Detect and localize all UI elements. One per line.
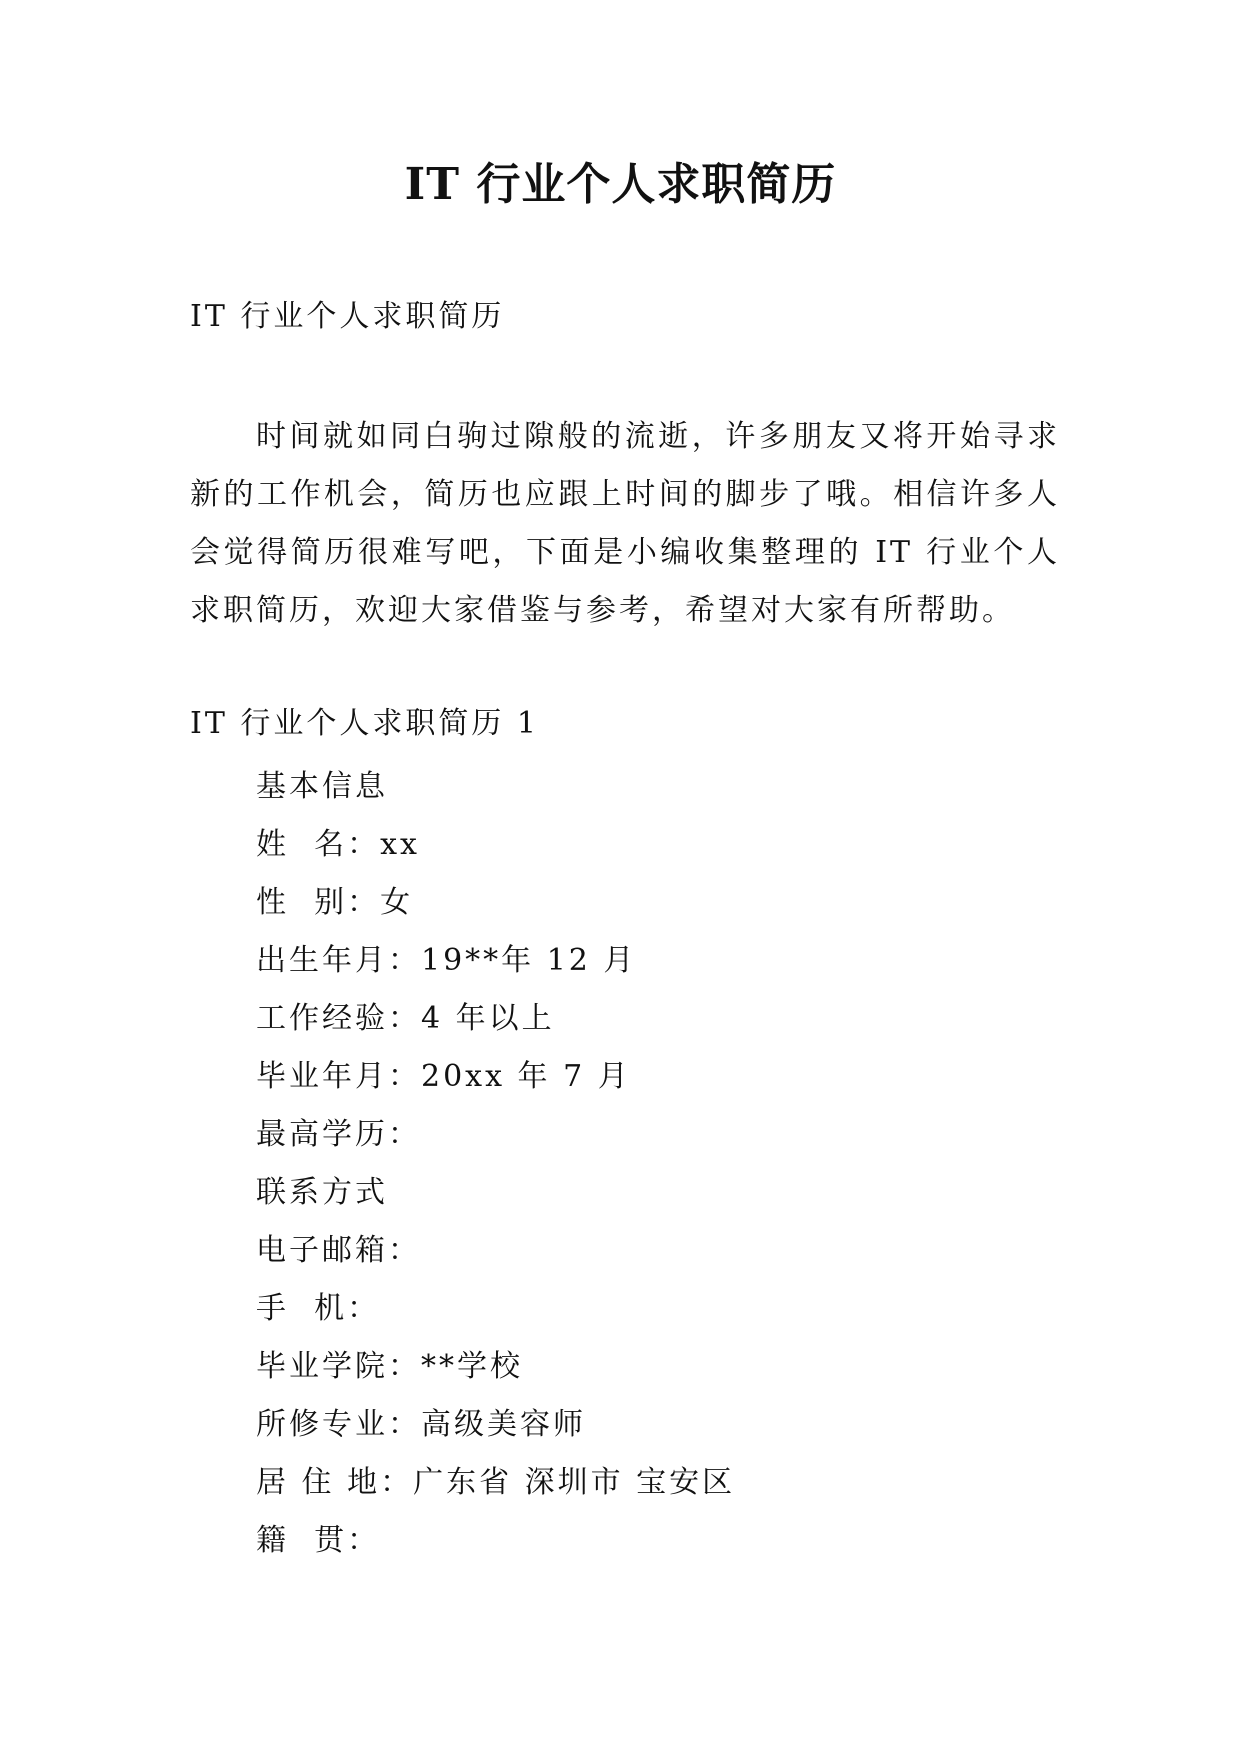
info-line-hometown: 籍 贯： — [256, 1523, 381, 1558]
info-line-work-experience: 工作经验：4 年以上 — [256, 1001, 555, 1036]
info-line-residence: 居 住 地：广东省 深圳市 宝安区 — [256, 1465, 736, 1500]
info-line-basic-info-heading: 基本信息 — [256, 769, 388, 804]
basic-info-list — [256, 758, 735, 1570]
document-subtitle: IT 行业个人求职简历 — [190, 299, 505, 334]
info-line-highest-education: 最高学历： — [256, 1117, 421, 1152]
info-line-birth-date: 出生年月：19**年 12 月 — [256, 943, 637, 978]
section-heading: IT 行业个人求职简历 1 — [190, 706, 540, 741]
info-line-major: 所修专业：高级美容师 — [256, 1407, 586, 1442]
info-line-school: 毕业学院：**学校 — [256, 1349, 523, 1384]
info-line-contact-heading: 联系方式 — [256, 1175, 388, 1210]
info-line-gender: 性 别：女 — [256, 885, 414, 920]
info-line-email: 电子邮箱： — [256, 1233, 421, 1268]
intro-paragraph: 时间就如同白驹过隙般的流逝，许多朋友又将开始寻求新的工作机会，简历也应跟上时间的脚步了哦。相信许多人会觉得简历很难写吧，下面是小编收集整理的 IT 行业个人求职简历，欢迎大家借鉴与参考，希望对大家有所帮助。 — [190, 419, 1060, 628]
info-line-name: 姓 名：xx — [256, 827, 420, 862]
info-line-graduation-date: 毕业年月：20xx 年 7 月 — [256, 1059, 631, 1094]
info-line-mobile: 手 机： — [256, 1291, 381, 1326]
document-title: IT 行业个人求职简历 — [404, 159, 837, 210]
